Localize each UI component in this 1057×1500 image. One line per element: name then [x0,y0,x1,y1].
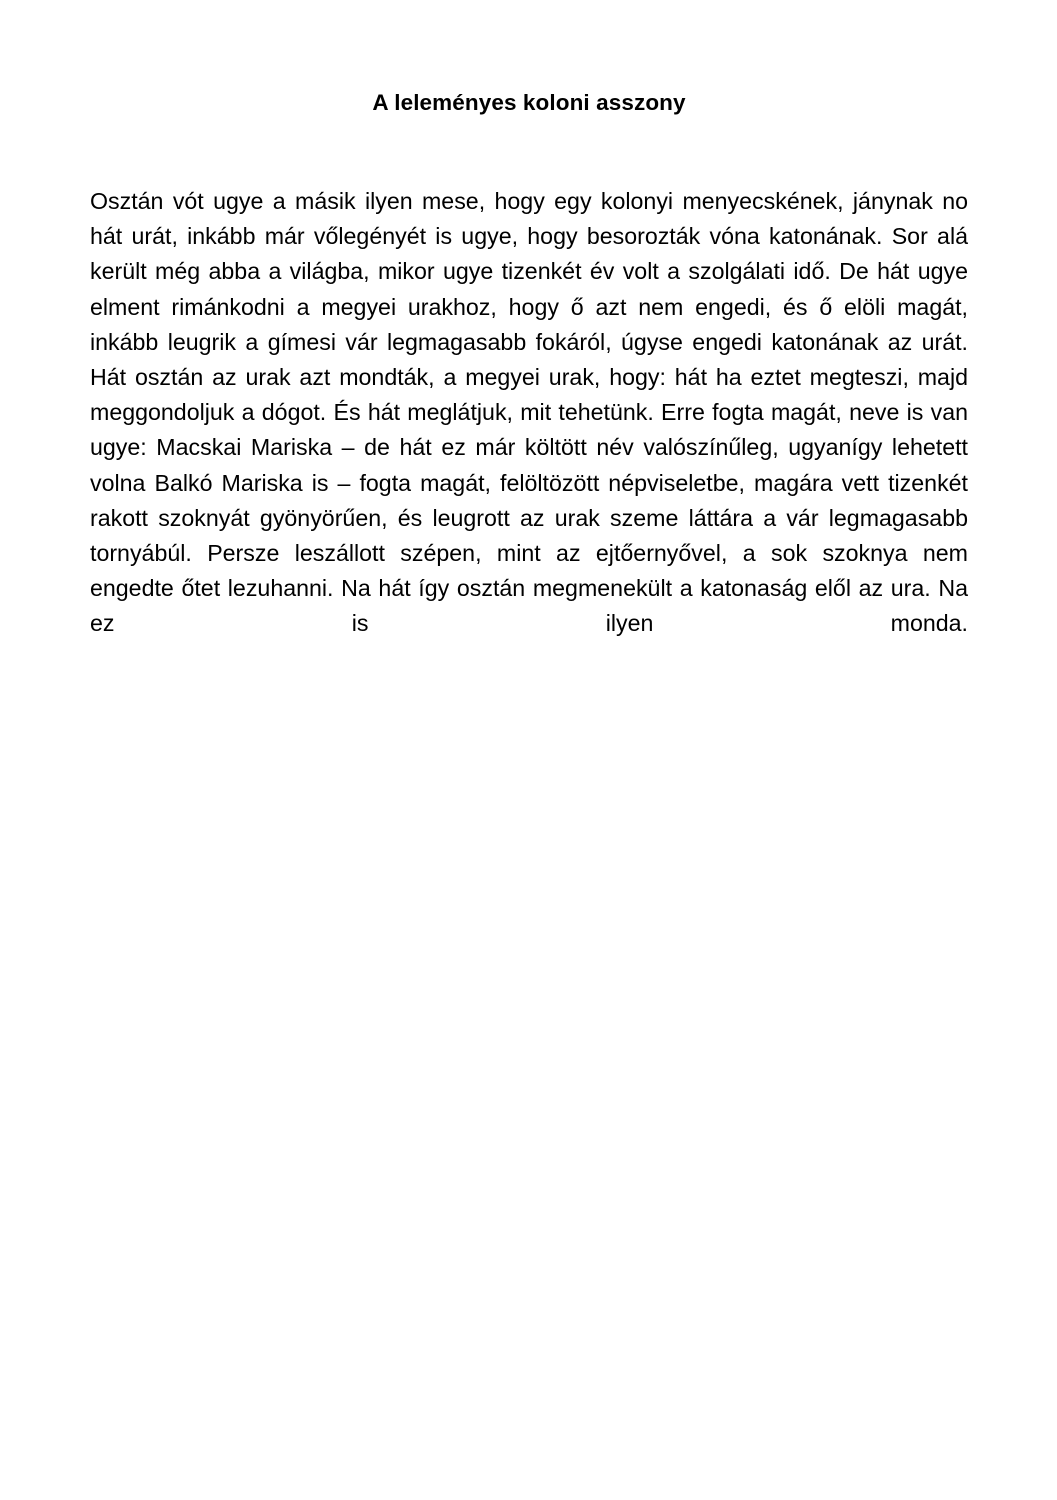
page-title: A leleményes koloni asszony [372,90,686,115]
body-paragraph: Osztán vót ugye a másik ilyen mese, hogy egy kolonyi menyecskének, jánynak no hát urát, inkább már vőlegényét is ugye, hogy besorozták vóna katonának. Sor alá került még abba a világba, mikor ugye tizenkét év volt a szolgálati idő. De hát ugye elment rimánkodni a megyei urakhoz, hogy ő azt nem engedi, és ő elöli magát, inkább leugrik a gímesi vár legmagasabb fokáról, úgyse engedi katonának az urát. Hát osztán az urak azt mondták, a megyei urak, hogy: hát ha eztet megteszi, majd meggondoljuk a dógot. És hát meglátjuk, mit tehetünk. Erre fogta magát, neve is van ugye: Macskai Mariska – de hát ez már költött név valószínűleg, ugyanígy lehetett volna Balkó Mariska is – fogta magát, felöltözött népviseletbe, magára vett tizenkét rakott szoknyát gyönyörűen, és leugrott az urak szeme láttára a vár legmagasabb tornyábúl. Persze leszállott szépen, mint az ejtőernyővel, a sok szoknya nem engedte őtet lezuhanni. Na hát így osztán megmenekült a katonaság elől az ura. Na ez is ilyen monda. [90,188,968,637]
document-content [90,0,968,677]
